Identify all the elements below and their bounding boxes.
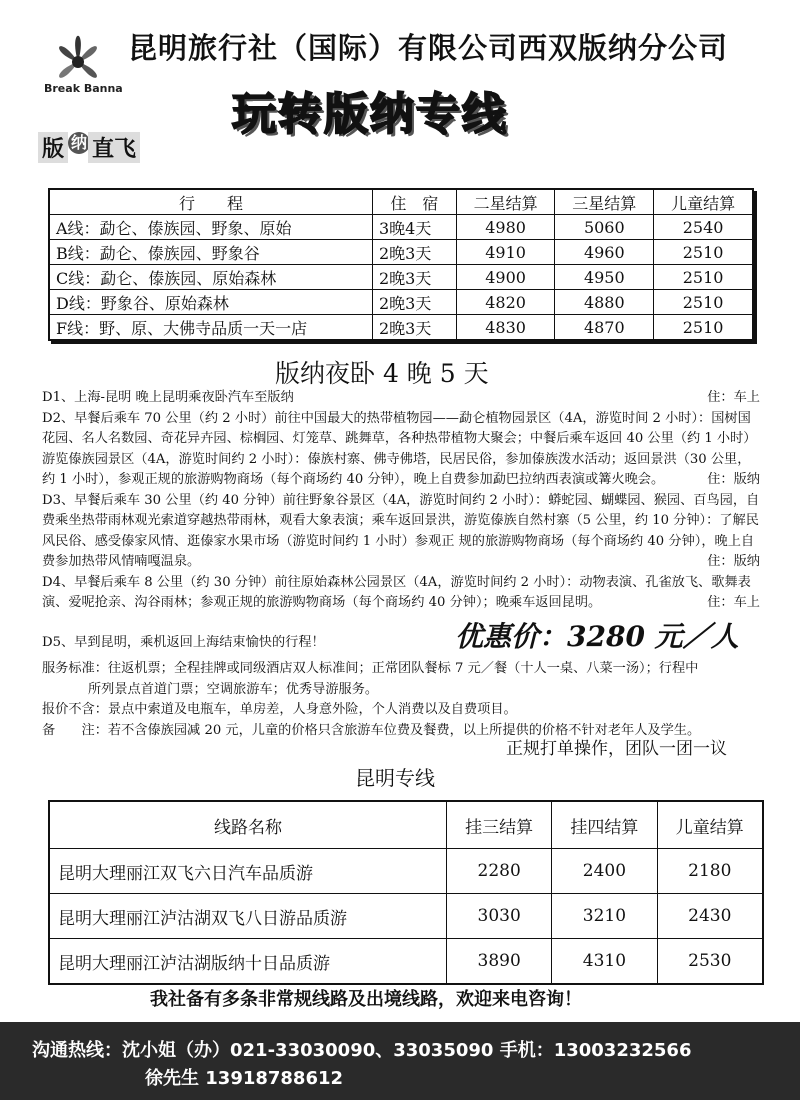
table-row [49,315,753,341]
price-cell: 4870 [555,315,654,341]
price-cell: 2510 [654,265,753,290]
process-note: 正规打单操作，团队一团一议 [506,739,727,759]
direct-price-table [48,188,754,341]
route-cell: C线：勐仑、傣族园、原始森林 [49,265,373,290]
price-cell: 4880 [555,290,654,315]
price-cell: 2280 [447,849,552,894]
tag-ban: 版 [38,132,68,163]
kunming-title: 昆明专线 [355,766,435,790]
table-row [49,849,763,894]
stay-cell: 2晚3天 [373,315,457,341]
price-cell: 4310 [552,939,657,985]
day-3-text: D3、早餐后乘车 30 公里（约 40 分钟）前往野象谷景区（4A，游览时间约 2 小时）：蟒蛇园、蝴蝶园、猴园、百鸟园，自费乘坐热带雨林观光索道穿越热带雨林，观看大象表演；乘车返回景洪，游览傣族自然村寨（5 公里，约 10 分钟）：了解民风民俗、感受傣家风情、逛傣家水果市场（游览时间约 1 小时）参观正 规的旅游购物商场（每个商场约 40 分钟），晚上自费参加热带风情喃嘎温泉。 [42,492,760,569]
price-cell: 2510 [654,240,753,265]
kunming-price-table [48,800,764,985]
terms [42,659,760,741]
stay-cell: 2晚3天 [373,240,457,265]
contact-footer [0,1022,800,1100]
slogan-title: 玩转版纳专线 [232,89,508,140]
day-4-stay: 住：车上 [707,595,760,610]
route-cell: A线：勐仑、傣族园、野象、原始 [49,215,373,240]
price-cell: 2510 [654,290,753,315]
stay-cell: 2晚3天 [373,290,457,315]
day-1-stay: 住：车上 [707,390,760,405]
hotline-line-1: 沟通热线：沈小姐（办）021-33030090、33035090 手机：13003232566 [32,1040,692,1061]
price-cell: 2180 [657,849,763,894]
table-header: 二星结算 [456,189,555,215]
tag-fly: 直飞 [88,132,140,163]
price-cell: 3210 [552,894,657,939]
remark: 备 注：若不含傣族园减 20 元，儿童的价格只含旅游车位费及餐费，以上所提供的价格不针对老年人及学生。 [42,722,701,738]
table-header: 挂三结算 [447,801,552,849]
table-row [49,265,753,290]
day-2-stay: 住：版纳 [707,472,760,487]
price-cell: 2510 [654,315,753,341]
tag-na: 纳 [68,132,90,154]
price-cell: 5060 [555,215,654,240]
consult-note: 我社备有多条非常规线路及出境线路，欢迎来电咨询！ [150,989,582,1010]
table-header: 线路名称 [49,801,447,849]
table-header: 行 程 [49,189,373,215]
table-header-row [49,801,763,849]
table-header: 儿童结算 [657,801,763,849]
table-header: 三星结算 [555,189,654,215]
table-row [49,215,753,240]
price-cell: 4900 [456,265,555,290]
price-cell: 2530 [657,939,763,985]
day-3 [42,491,760,573]
day-3-stay: 住：版纳 [707,554,760,569]
table-header-row [49,189,753,215]
direct-flight-tag [38,132,140,163]
day-1 [42,388,760,409]
price-cell: 3890 [447,939,552,985]
hotline-line-2: 徐先生 13918788612 [145,1068,344,1089]
day-2 [42,409,760,491]
day-4 [42,573,760,614]
route-cell: 昆明大理丽江泸沽湖版纳十日品质游 [49,939,447,985]
day-1-text: D1、上海-昆明 晚上昆明乘夜卧汽车至版纳 [42,390,294,405]
special-price: 优惠价：3280 元／人 [455,620,739,653]
table-row [49,894,763,939]
day-2-text: D2、早餐后乘车 70 公里（约 2 小时）前往中国最大的热带植物园——勐仑植物园景区（4A，游览时间 2 小时）：国树国花园、名人名数园、奇花异卉园、棕榈园、灯笼草、跳舞草，各种热带植物大聚会；中餐后乘车返回 40 公里（约 1 小时）游览傣族园景区（4A，游览时间约 2 小时）：傣族村寨、佛寺佛塔，民居民俗，参加傣族泼水活动；返回景洪（30 公里，约 1 小时），参观正规的旅游购物商场（每个商场约 40 分钟），晚上自费参加勐巴拉纳西表演或篝火晚会。 [42,410,757,487]
route-cell: F线：野、原、大佛寺品质一天一店 [49,315,373,341]
price-cell: 2430 [657,894,763,939]
price-cell: 4960 [555,240,654,265]
route-cell: B线：勐仑、傣族园、野象谷 [49,240,373,265]
table-row [49,939,763,985]
table-row [49,290,753,315]
price-cell: 4820 [456,290,555,315]
price-cell: 2540 [654,215,753,240]
price-cell: 4980 [456,215,555,240]
table-header: 儿童结算 [654,189,753,215]
price-cell: 2400 [552,849,657,894]
route-cell: 昆明大理丽江双飞六日汽车品质游 [49,849,447,894]
company-name: 昆明旅行社（国际）有限公司西双版纳分公司 [128,31,729,65]
service-standard: 服务标准：往返机票；全程挂牌或同级酒店双人标准间；正常团队餐标 7 元／餐（十人一桌、八菜一汤）；行程中 [42,661,699,676]
table-row [49,240,753,265]
price-cell: 4830 [456,315,555,341]
tour-title: 版纳夜卧 4 晚 5 天 [275,359,489,388]
price-cell: 3030 [447,894,552,939]
day-4-text: D4、早餐后乘车 8 公里（约 30 分钟）前往原始森林公园景区（4A，游览时间约 2 小时）：动物表演、孔雀放飞、歌舞表演、爱呢抢亲、沟谷雨林；参观正规的旅游购物商场（每个商场约 40 分钟）；晚乘车返回昆明。 [42,574,751,610]
table-header: 挂四结算 [552,801,657,849]
table-header: 住 宿 [373,189,457,215]
stay-cell: 2晚3天 [373,265,457,290]
itinerary [42,388,760,614]
route-cell: 昆明大理丽江泸沽湖双飞八日游品质游 [49,894,447,939]
stay-cell: 3晚4天 [373,215,457,240]
day-5-text: D5、早到昆明，乘机返回上海结束愉快的行程！ [42,635,325,650]
service-standard-cont: 所列景点首道门票；空调旅游车；优秀导游服务。 [88,681,379,697]
brand-name: Break Banna [44,82,123,95]
route-cell: D线：野象谷、原始森林 [49,290,373,315]
price-cell: 4910 [456,240,555,265]
price-excludes: 报价不含：景点中索道及电瓶车，单房差，人身意外险，个人消费以及自费项目。 [42,702,517,717]
price-cell: 4950 [555,265,654,290]
